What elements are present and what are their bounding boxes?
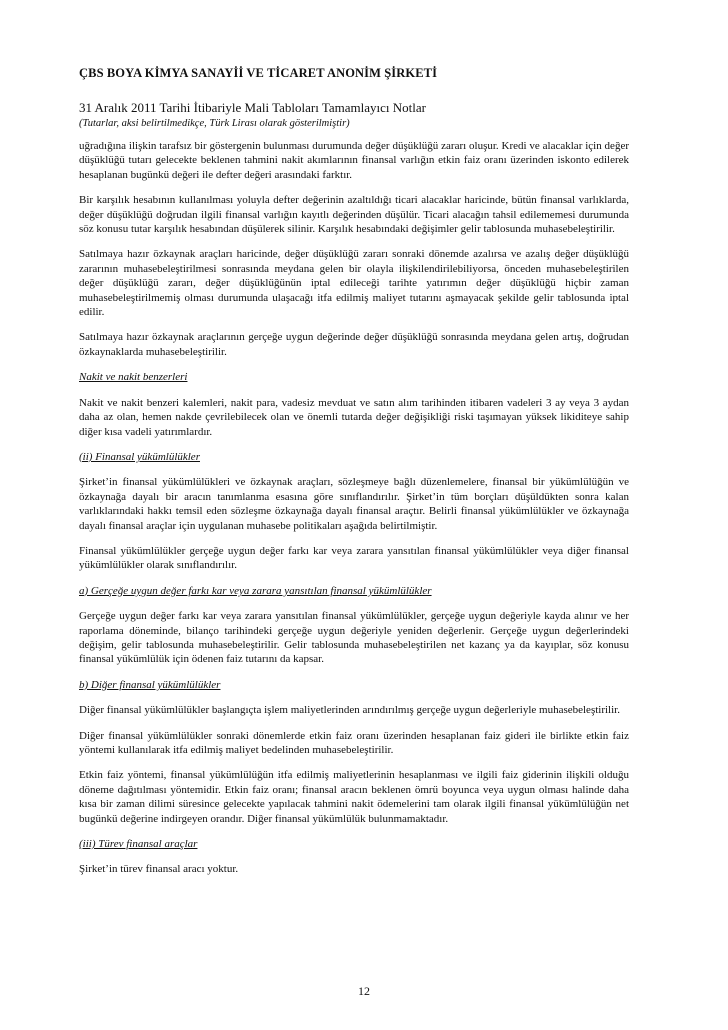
paragraph-other-liabilities-initial: Diğer finansal yükümlülükler başlangıçta işlem maliyetlerinden arındırılmış gerçeğe uygun değerleriyle muhasebeleştirilir. xyxy=(79,704,620,717)
heading-derivatives: (iii) Türev finansal araçlar xyxy=(79,838,198,851)
company-title: ÇBS BOYA KİMYA SANAYİİ VE TİCARET ANONİM ŞİRKETİ xyxy=(79,66,438,80)
page-number: 12 xyxy=(358,984,370,998)
paragraph-fvtpl-liabilities: Gerçeğe uygun değer farkı kar veya zarara yansıtılan finansal yükümlülükler, gerçeğe uygun değeriyle kayda alınır ve her raporlama döneminde, bilanço tarihindeki gerçeğe uygun değeriyle yeniden değerlenir. Gerçeğe uygun değerlerindeki değişim, gelir tablosunda muhasebeleştirilir. Gelir tablosunda muhasebeleştirilen net kazanç ya da kayıplar, söz konusu finansal yükümlülük için ödenen faiz tutarını da kapsar. xyxy=(79,610,629,666)
paragraph-liability-classification: Şirket’in finansal yükümlülükleri ve özkaynak araçları, sözleşmeye bağlı düzenlemelere, finansal bir yükümlülüğün ve özkaynağa dayalı bir aracın tanımlanma esasına göre sınıflandırılır. Şirket’in tüm borçları düşüldükten sonra kalan varlıklarındaki hakkı temsil eden sözleşme özkaynağa dayalı finansal araçtır. Belirli finansal yükümlülükler ve özkaynağa dayalı finansal araçlar için uygulanan muhasebe politikaları aşağıda belirtilmiştir. xyxy=(79,476,629,532)
heading-cash-equivalents: Nakit ve nakit benzerleri xyxy=(79,371,188,384)
paragraph-impairment-loss: uğradığına ilişkin tarafsız bir göstergenin bulunması durumunda değer düşüklüğü zararı oluşur. Kredi ve alacaklar için değer düşüklüğü tutarı gelecekte beklenen tahmini nakit akımlarının finansal varlığın etkin faiz oranı üzerinden iskonto edilerek hesaplanan bugünkü değeri ile defter değeri arasındaki farktır. xyxy=(79,140,629,181)
heading-other-liabilities: b) Diğer finansal yükümlülükler xyxy=(79,678,221,691)
paragraph-cash-equivalents: Nakit ve nakit benzeri kalemleri, nakit para, vadesiz mevduat ve satın alım tarihinden itibaren vadeleri 3 ay veya 3 aydan daha az olan, hemen nakde çevrilebilecek olan ve önemli tutarda değer değişikliği riski taşımayan yüksek likiditeye sahip diğer kısa vadeli yatırımlardır. xyxy=(79,396,629,438)
document-body xyxy=(79,139,629,888)
heading-financial-liabilities: (ii) Finansal yükümlülükler xyxy=(79,450,200,463)
paragraph-available-for-sale: Satılmaya hazır özkaynak araçlarının gerçeğe uygun değerinde değer düşüklüğü sonrasında meydana gelen artış, doğrudan özkaynaklarda muhasebeleştirilir. xyxy=(79,331,629,358)
paragraph-allowance-account: Bir karşılık hesabının kullanılması yoluyla defter değerinin azaltıldığı ticari alacaklar haricinde, bütün finansal varlıklarda, değer düşüklüğü doğrudan ilgili finansal varlığın kayıtlı değerinden düşülür. Ticari alacağın tahsil edilememesi durumunda söz konusu tutar karşılık hesabından düşülerek silinir. Karşılık hesabındaki değişimler gelir tablosunda muhasebeleştirilir. xyxy=(79,194,629,236)
heading-fvtpl-liabilities: a) Gerçeğe uygun değer farkı kar veya zarara yansıtılan finansal yükümlülükler xyxy=(79,584,432,597)
document-title: 31 Aralık 2011 Tarihi İtibariyle Mali Tabloları Tamamlayıcı Notlar xyxy=(79,100,426,115)
paragraph-derivatives: Şirket’in türev finansal aracı yoktur. xyxy=(79,863,239,876)
paragraph-liability-categories: Finansal yükümlülükler gerçeğe uygun değer farkı kar veya zarara yansıtılan finansal yükümlülükler veya diğer finansal yükümlülükler olarak sınıflandırılır. xyxy=(79,544,629,572)
paragraph-effective-interest: Etkin faiz yöntemi, finansal yükümlülüğün itfa edilmiş maliyetlerinin hesaplanması ve ilgili faiz giderinin ilişkili olduğu döneme dağıtılması yöntemidir. Etkin faiz oranı; finansal aracın beklenen ömrü boyunca veya uygun olması halinde daha kısa bir zaman dilimi süresince gelecekte yapılacak tahmini nakit ödemelerini tam olarak ilgili finansal yükümlülüğün net bugünkü değerine indirgeyen orandır. Diğer finansal yükümlülük bulunmamaktadır. xyxy=(79,769,629,825)
paragraph-other-liabilities-subsequent: Diğer finansal yükümlülükler sonraki dönemlerde etkin faiz oranı üzerinden hesaplanan faiz gideri ile birlikte etkin faiz yöntemi kullanılarak itfa edilmiş maliyet bedelinden muhasebeleştirilir. xyxy=(79,729,629,756)
document-subtitle: (Tutarlar, aksi belirtilmedikçe, Türk Lirası olarak gösterilmiştir) xyxy=(79,118,350,129)
paragraph-impairment-reversal: Satılmaya hazır özkaynak araçları haricinde, değer düşüklüğü zararı sonraki dönemde azalırsa ve azalış değer düşüklüğü zararının muhasebeleştirilmesi sonrasında meydana gelen bir olayla ilişkilendirilebiliyorsa, önceden muhasebeleştirilen değer düşüklüğü zararı, değer düşüklüğünün iptal edileceği tarihte yatırımın değer düşüklüğü hiçbir zaman muhasebeleştirilmemiş olması durumunda ulaşacağı itfa edilmiş maliyet tutarını aşmayacak şekilde gelir tablosunda iptal edilir. xyxy=(79,248,629,319)
